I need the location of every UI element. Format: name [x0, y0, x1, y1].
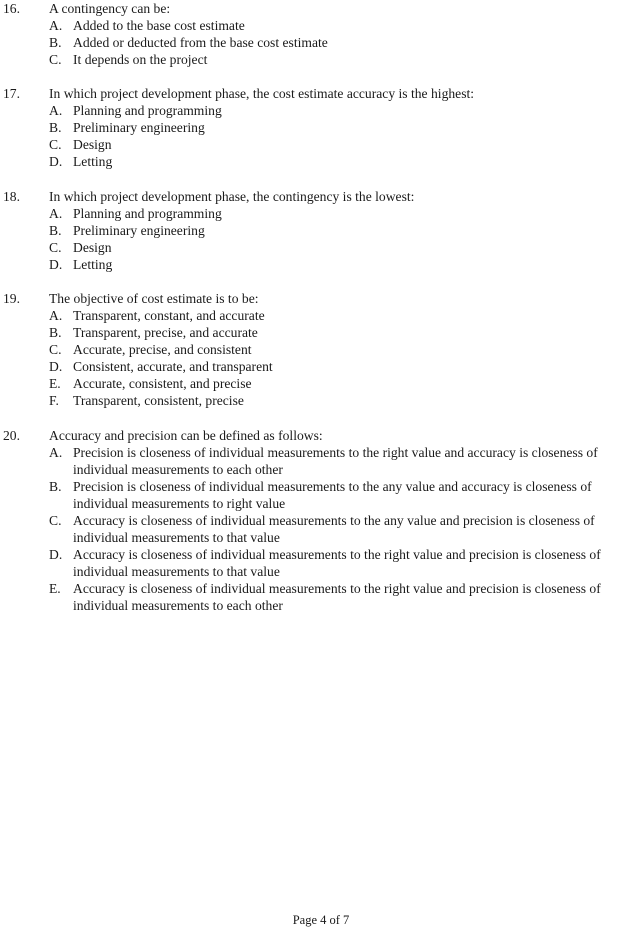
question-number: 20.: [3, 428, 20, 443]
answer-option-b: [0, 119, 642, 136]
option-text: Preliminary engineering: [73, 223, 205, 238]
option-text: Design: [73, 137, 112, 152]
option-letter: A.: [49, 18, 63, 33]
question-stem: [0, 427, 642, 444]
option-letter: C.: [49, 342, 62, 357]
option-letter: B.: [49, 120, 62, 135]
option-letter: C.: [49, 52, 62, 67]
option-text: Precision is closeness of individual measurements to the right value and accuracy is closeness of individual measurements to each other: [73, 445, 598, 477]
option-letter: D.: [49, 257, 63, 272]
answer-option-f: [0, 392, 642, 409]
option-text: Added or deducted from the base cost estimate: [73, 35, 328, 50]
option-text: Consistent, accurate, and transparent: [73, 359, 273, 374]
answer-option-a: [0, 307, 642, 324]
option-text: Planning and programming: [73, 103, 222, 118]
option-text: Accuracy is closeness of individual measurements to the any value and precision is closeness of individual measurements to that value: [73, 513, 595, 545]
option-text: Design: [73, 240, 112, 255]
question-number: 17.: [3, 86, 20, 101]
option-text: Transparent, constant, and accurate: [73, 308, 265, 323]
option-letter: E.: [49, 376, 61, 391]
answer-option-c: [0, 512, 642, 546]
question-number: 18.: [3, 189, 20, 204]
option-text: Transparent, precise, and accurate: [73, 325, 258, 340]
option-letter: A.: [49, 103, 63, 118]
answer-option-c: [0, 51, 642, 68]
option-letter: B.: [49, 325, 62, 340]
question-stem: [0, 188, 642, 205]
option-letter: D.: [49, 547, 63, 562]
option-letter: A.: [49, 308, 63, 323]
option-letter: D.: [49, 154, 63, 169]
option-text: It depends on the project: [73, 52, 208, 67]
question-number: 16.: [3, 1, 20, 16]
option-text: Preliminary engineering: [73, 120, 205, 135]
question-text: The objective of cost estimate is to be:: [49, 291, 259, 306]
answer-option-b: [0, 222, 642, 239]
option-letter: A.: [49, 445, 63, 460]
option-letter: E.: [49, 581, 61, 596]
option-letter: B.: [49, 223, 62, 238]
answer-option-c: [0, 341, 642, 358]
answer-option-b: [0, 324, 642, 341]
answer-option-d: [0, 153, 642, 170]
option-text: Letting: [73, 154, 113, 169]
option-text: Accurate, consistent, and precise: [73, 376, 252, 391]
question-stem: [0, 0, 642, 17]
option-letter: A.: [49, 206, 63, 221]
option-text: Accurate, precise, and consistent: [73, 342, 252, 357]
option-letter: C.: [49, 137, 62, 152]
option-text: Planning and programming: [73, 206, 222, 221]
option-text: Accuracy is closeness of individual measurements to the right value and precision is closeness of individual measurements to each other: [73, 581, 601, 613]
option-text: Accuracy is closeness of individual measurements to the right value and precision is closeness of individual measurements to that value: [73, 547, 601, 579]
option-text: Transparent, consistent, precise: [73, 393, 244, 408]
question-text: In which project development phase, the cost estimate accuracy is the highest:: [49, 86, 475, 101]
answer-option-d: [0, 256, 642, 273]
option-text: Added to the base cost estimate: [73, 18, 245, 33]
question-19: [0, 290, 642, 409]
question-number: 19.: [3, 291, 20, 306]
option-letter: B.: [49, 35, 62, 50]
option-letter: C.: [49, 240, 62, 255]
answer-option-a: [0, 444, 642, 478]
option-text: Precision is closeness of individual measurements to the any value and accuracy is closeness of individual measurements to right value: [73, 479, 592, 511]
question-17: [0, 85, 642, 170]
question-text: Accuracy and precision can be defined as follows:: [49, 428, 323, 443]
question-16: [0, 0, 642, 68]
answer-option-e: [0, 580, 642, 614]
question-text: In which project development phase, the contingency is the lowest:: [49, 189, 415, 204]
option-text: Letting: [73, 257, 113, 272]
answer-option-e: [0, 375, 642, 392]
option-letter: C.: [49, 513, 62, 528]
option-letter: B.: [49, 479, 62, 494]
answer-option-b: [0, 34, 642, 51]
page-number: Page 4 of 7: [292, 913, 350, 927]
option-letter: D.: [49, 359, 63, 374]
question-text: A contingency can be:: [49, 1, 171, 16]
option-letter: F.: [49, 393, 59, 408]
answer-option-a: [0, 102, 642, 119]
answer-option-c: [0, 136, 642, 153]
answer-option-c: [0, 239, 642, 256]
question-18: [0, 188, 642, 273]
answer-option-a: [0, 17, 642, 34]
question-20: [0, 427, 642, 614]
answer-option-d: [0, 546, 642, 580]
answer-option-a: [0, 205, 642, 222]
answer-option-b: [0, 478, 642, 512]
question-stem: [0, 290, 642, 307]
answer-option-d: [0, 358, 642, 375]
question-stem: [0, 85, 642, 102]
